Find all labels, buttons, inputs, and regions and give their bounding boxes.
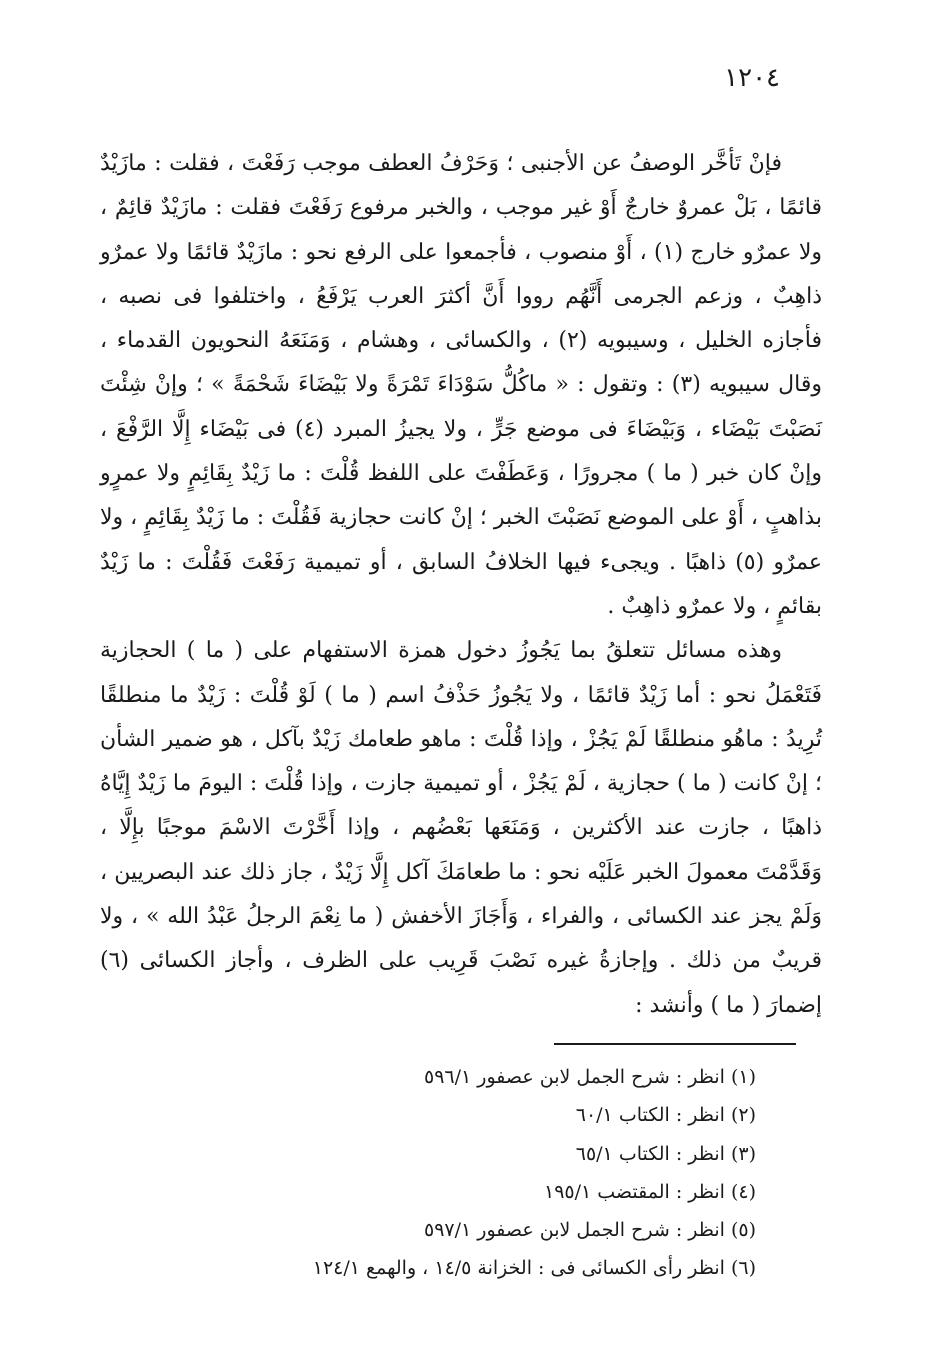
- footnote-item: (٣) انظر : الكتاب ٦٥/١: [575, 1142, 756, 1165]
- footnote-separator: [554, 1043, 796, 1045]
- main-text: [100, 142, 822, 1028]
- paragraph: وهذه مسائل تتعلقُ بما يَجُوزُ دخول همزة الاستفهام على ( ما ) الحجازية فَتَعْمَلُ نحو : أما زَيْدٌ قائمًا ، ولا يَجُوزُ حَذْفُ اسم ( ما ) لَوْ قُلْتَ : زَيْدٌ ما منطلقًا تُرِيدُ : ماهُو منطلقًا لَمْ يَجُزْ ، وإذا قُلْتَ : ماهو طعامك زَيْدٌ بآكل ، هو ضمير الشأن ؛ إنْ كانت ( ما ) حجازية ، لَمْ يَجُزْ ، أو تميمية جازت ، وإذا قُلْتَ : اليومَ ما زَيْدٌ إِيَّاهُ ذاهبًا ، جازت عند الأكثرين ، وَمَنَعَها بَعْضُهم ، وإذا أَخَّرْتَ الاسْمَ موجبًا بإِلَّا ، وَقَدَّمْتَ معمولَ الخبر عَلَيْه نحو : ما طعامَكَ آكل إِلَّا زَيْدٌ ، جاز ذلك عند البصريين ، وَلَمْ يجز عند الكسائى ، والفراء ، وَأَجَازَ الأخفش ( ما نِعْمَ الرجلُ عَبْدُ الله » ، ولا قريبٌ من ذلك . وإجازةُ غيره نَصْبَ قَرِيب على الظرف ، وأجاز الكسائى (٦) إضمارَ ( ما ) وأنشد :: [100, 638, 822, 1018]
- footnotes-list: [196, 1058, 756, 1288]
- footnote-item: (٦) انظر رأى الكسائى فى : الخزانة ١٤/٥ ، والهمع ١٢٤/١: [312, 1257, 756, 1280]
- paragraph: فإنْ تَأخَّر الوصفُ عن الأجنبى ؛ وَحَرْفُ العطف موجب رَفَعْتَ ، فقلت : مازَيْدٌ قائمًا ، بَلْ عمروٌ خارجٌ أَوْ غير موجب ، والخبر مرفوع رَفَعْتَ فقلت : مازَيْدٌ قائِمٌ ، ولا عمرٌو خارج (١) ، أَوْ منصوب ، فأجمعوا على الرفع نحو : مازَيْدٌ قائمًا ولا عمرٌو ذاهِبٌ ، وزعم الجرمى أَنَّهُم رووا أَنَّ أكثرَ العرب يَرْفَعُ ، واختلفوا فى نصبه ، فأجازه الخليل ، وسيبويه (٢) ، والكسائى ، وهشام ، وَمَنَعَهُ النحويون القدماء ، وقال سيبويه (٣) : وتقول : « ماكُلُّ سَوْدَاءَ تَمْرَةً ولا بَيْضَاءَ شَحْمَةً » ؛ وإنْ شِئْتَ نَصَبْتَ بَيْضَاء ، وَبَيْضَاءَ فى موضع جَرٍّ ، ولا يجيزُ المبرد (٤) فى بَيْضَاء إِلَّا الرَّفْعَ ، وإنْ كان خبر ( ما ) مجرورًا ، وَعَطَفْتَ على اللفظ قُلْتَ : ما زَيْدٌ بِقَائِمٍ ولا عمرٍو بذاهبٍ ، أَوْ على الموضع نَصَبْتَ الخبر ؛ إنْ كانت حجازية فَقُلْتَ : ما زَيْدٌ بِقَائِمٍ ، ولا عمرٌو (٥) ذاهبًا . ويجىء فيها الخلافُ السابق ، أو تميمية رَفَعْتَ فَقُلْتَ : ما زَيْدٌ بقائمٍ ، ولا عمرٌو ذاهِبٌ .: [100, 151, 823, 619]
- page-number: ١٢٠٤: [724, 63, 780, 93]
- footnote-item: (٢) انظر : الكتاب ٦٠/١: [575, 1104, 756, 1127]
- footnote-item: (١) انظر : شرح الجمل لابن عصفور ٥٩٦/١: [424, 1066, 756, 1088]
- footnote-item: (٥) انظر : شرح الجمل لابن عصفور ٥٩٧/١: [424, 1219, 756, 1242]
- footnote-item: (٤) انظر : المقتضب ١٩٥/١: [543, 1180, 756, 1203]
